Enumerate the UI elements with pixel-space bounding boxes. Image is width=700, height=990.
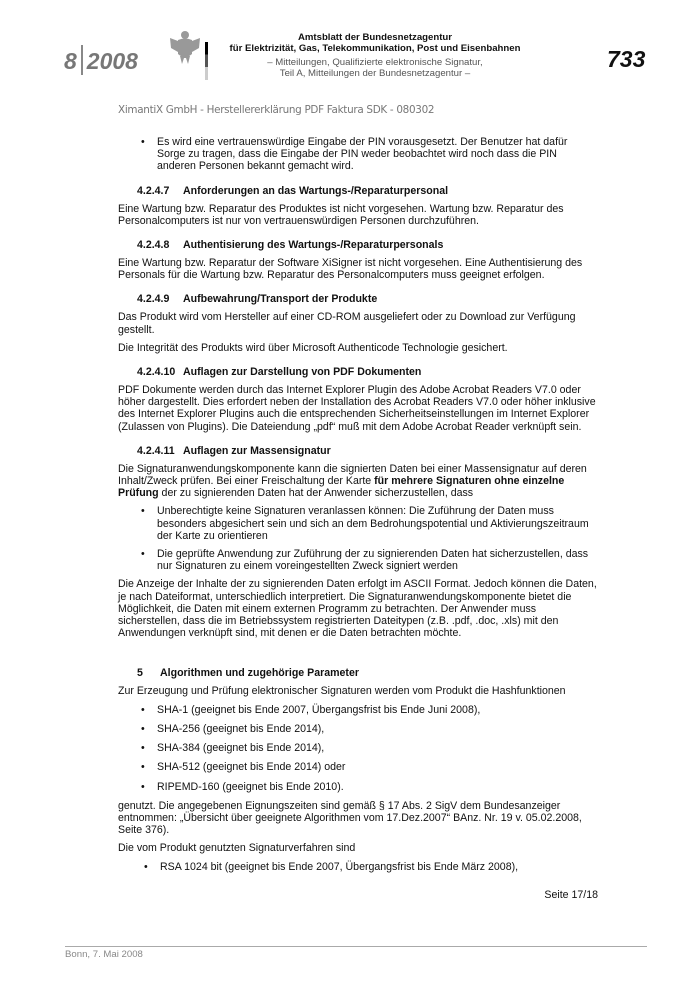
section-heading — [137, 667, 598, 679]
section-heading — [137, 239, 598, 251]
year: 2008 — [86, 48, 138, 74]
list-item: • SHA-384 (geeignet bis Ende 2014), — [157, 742, 598, 754]
section-number: 4.2.4.9 — [137, 293, 170, 306]
list-item: • RSA 1024 bit (geeignet bis Ende 2007, Übergangsfrist bis Ende März 2008), — [160, 861, 598, 873]
footer-divider — [65, 946, 647, 947]
list-item: • SHA-256 (geeignet bis Ende 2014), — [157, 723, 598, 735]
list-item: • Unberechtigte keine Signaturen veranlassen können: Die Zuführung der Daten muss besonders abgesichert sein und sich an dem Bedrohungspotential und Aktivierungszeitraum der Karte zu orientieren — [157, 505, 598, 542]
issue-divider — [81, 45, 83, 75]
section-heading — [137, 445, 598, 457]
subtitle-line: Teil A, Mitteilungen der Bundesnetzagentur – — [279, 68, 471, 79]
paragraph: Die Integrität des Produkts wird über Microsoft Authenticode Technologie gesichert. — [118, 341, 508, 354]
flag-bar — [205, 42, 208, 80]
eagle-emblem-icon — [168, 28, 202, 68]
gazette-subtitle — [267, 57, 482, 79]
section-number: 4.2.4.8 — [137, 239, 170, 252]
section-title: Aufbewahrung/Transport der Produkte — [183, 293, 378, 306]
section-number: 4.2.4.10 — [137, 366, 176, 379]
title-line: Amtsblatt der Bundesnetzagentur — [297, 32, 453, 43]
paragraph: Eine Wartung bzw. Reparatur der Software XiSigner ist nicht vorgesehen. Eine Authentisierung des Personals für die Wartung bzw. Reparatur des Personalcomputers muss geeignet erfolgen. — [118, 257, 583, 282]
paragraph: genutzt. Die angegebenen Eignungszeiten sind gemäß § 17 Abs. 2 SigV dem Bundesanzeiger entnommen: „Übersicht über geeignete Algorithmen vom 17.Dez.2007“ BAnz. Nr. 19 v. 05.02.2008, Seite 376). — [118, 799, 582, 837]
paragraph: PDF Dokumente werden durch das Internet Explorer Plugin des Adobe Acrobat Readers V7.0 oder höher dargestellt. Dies erfordert neben der Installation des Acrobat Readers V7.0 oder höher inklusive des Internet Explorer Plugins auch die entsprechenden Sicherheitseinstellungen im Internet Explorer (Zulassen von Plugins). Die Dateiendung „pdf“ muß mit dem Adobe Acrobat Reader verknüpft sein. — [118, 384, 596, 433]
footer-date: Bonn, 7. Mai 2008 — [65, 949, 143, 960]
section-heading — [137, 293, 598, 305]
title-line: für Elektrizität, Gas, Telekommunikation, Post und Eisenbahnen — [229, 43, 521, 54]
section-title: Auflagen zur Massensignatur — [183, 444, 331, 457]
issue: 8 — [64, 48, 77, 74]
bold-text: für mehrere Signaturen ohne einzelne Prüfung — [118, 475, 565, 500]
list-item: • RIPEMD-160 (geeignet bis Ende 2010). — [157, 781, 598, 793]
section-heading — [137, 366, 598, 378]
paragraph: Das Produkt wird vom Hersteller auf einer CD-ROM ausgeliefert oder zu Download zur Verfügung gestellt. — [118, 311, 576, 336]
issue-number — [64, 45, 138, 75]
paragraph: Eine Wartung bzw. Reparatur des Produktes ist nicht vorgesehen. Wartung bzw. Reparatur des Personalcomputers ist nur von vertrauenswürdigen Personen durchzuführen. — [118, 202, 564, 227]
section-heading — [137, 185, 598, 197]
section-title: Algorithmen und zugehörige Parameter — [160, 667, 359, 680]
document-header: XimantiX GmbH - Herstellererklärung PDF Faktura SDK - 080302 — [118, 104, 435, 116]
list-item: • Die geprüfte Anwendung zur Zuführung der zu signierenden Daten hat sicherzustellen, dass nur Signaturen zu einem voreingestellten Zweck signiert werden — [157, 548, 598, 572]
paragraph: Zur Erzeugung und Prüfung elektronischer Signaturen werden vom Produkt die Hashfunktionen — [118, 685, 566, 698]
paragraph: Die Anzeige der Inhalte der zu signierenden Daten erfolgt im ASCII Format. Jedoch können die Daten, je nach Dateiformat, unterschiedlich interpretiert. Die Signaturanwendungskomponente bietet die Möglichkeit, die Daten mit einem externen Programm zu betrachten. Der Anwender muss sicherstellen, dass die im Betriebssystem registrierten Dateitypen (z.B. .pdf, .doc, .xls) mit den Anwendungen verknüpft sind, mit denen er die Daten betrachten möchte. — [118, 578, 597, 640]
section-number: 4.2.4.11 — [137, 444, 175, 457]
section-number: 5 — [137, 667, 143, 680]
text: der zu signierenden Daten hat der Anwender sicherzustellen, dass — [158, 487, 474, 500]
section-title: Auflagen zur Darstellung von PDF Dokumenten — [183, 366, 422, 379]
gazette-title — [230, 32, 521, 54]
section-number: 4.2.4.7 — [137, 184, 170, 197]
text: Die Signaturanwendungskomponente kann die signierten Daten bei einer Massensignatur auf deren Inhalt/Zweck prüfen. Bei einer Freischaltung der Karte — [118, 462, 587, 488]
page-of: Seite 17/18 — [544, 888, 598, 901]
paragraph: Die vom Produkt genutzten Signaturverfahren sind — [118, 842, 356, 855]
document-body — [118, 136, 598, 901]
section-title: Authentisierung des Wartungs-/Reparaturpersonals — [183, 239, 444, 252]
subtitle-line: – Mitteilungen, Qualifizierte elektronische Signatur, — [267, 57, 483, 68]
list-item: • Es wird eine vertrauenswürdige Eingabe der PIN vorausgesetzt. Der Benutzer hat dafür Sorge zu tragen, dass die Eingabe der PIN weder beobachtet wird noch dass die PIN anderen Personen bekannt gemacht wird. — [157, 136, 598, 173]
list-item: • SHA-1 (geeignet bis Ende 2007, Übergangsfrist bis Ende Juni 2008), — [157, 704, 598, 716]
paragraph — [118, 463, 598, 500]
section-title: Anforderungen an das Wartungs-/Reparaturpersonal — [183, 184, 449, 197]
page-number: 733 — [607, 46, 646, 72]
list-item: • SHA-512 (geeignet bis Ende 2014) oder — [157, 761, 598, 773]
